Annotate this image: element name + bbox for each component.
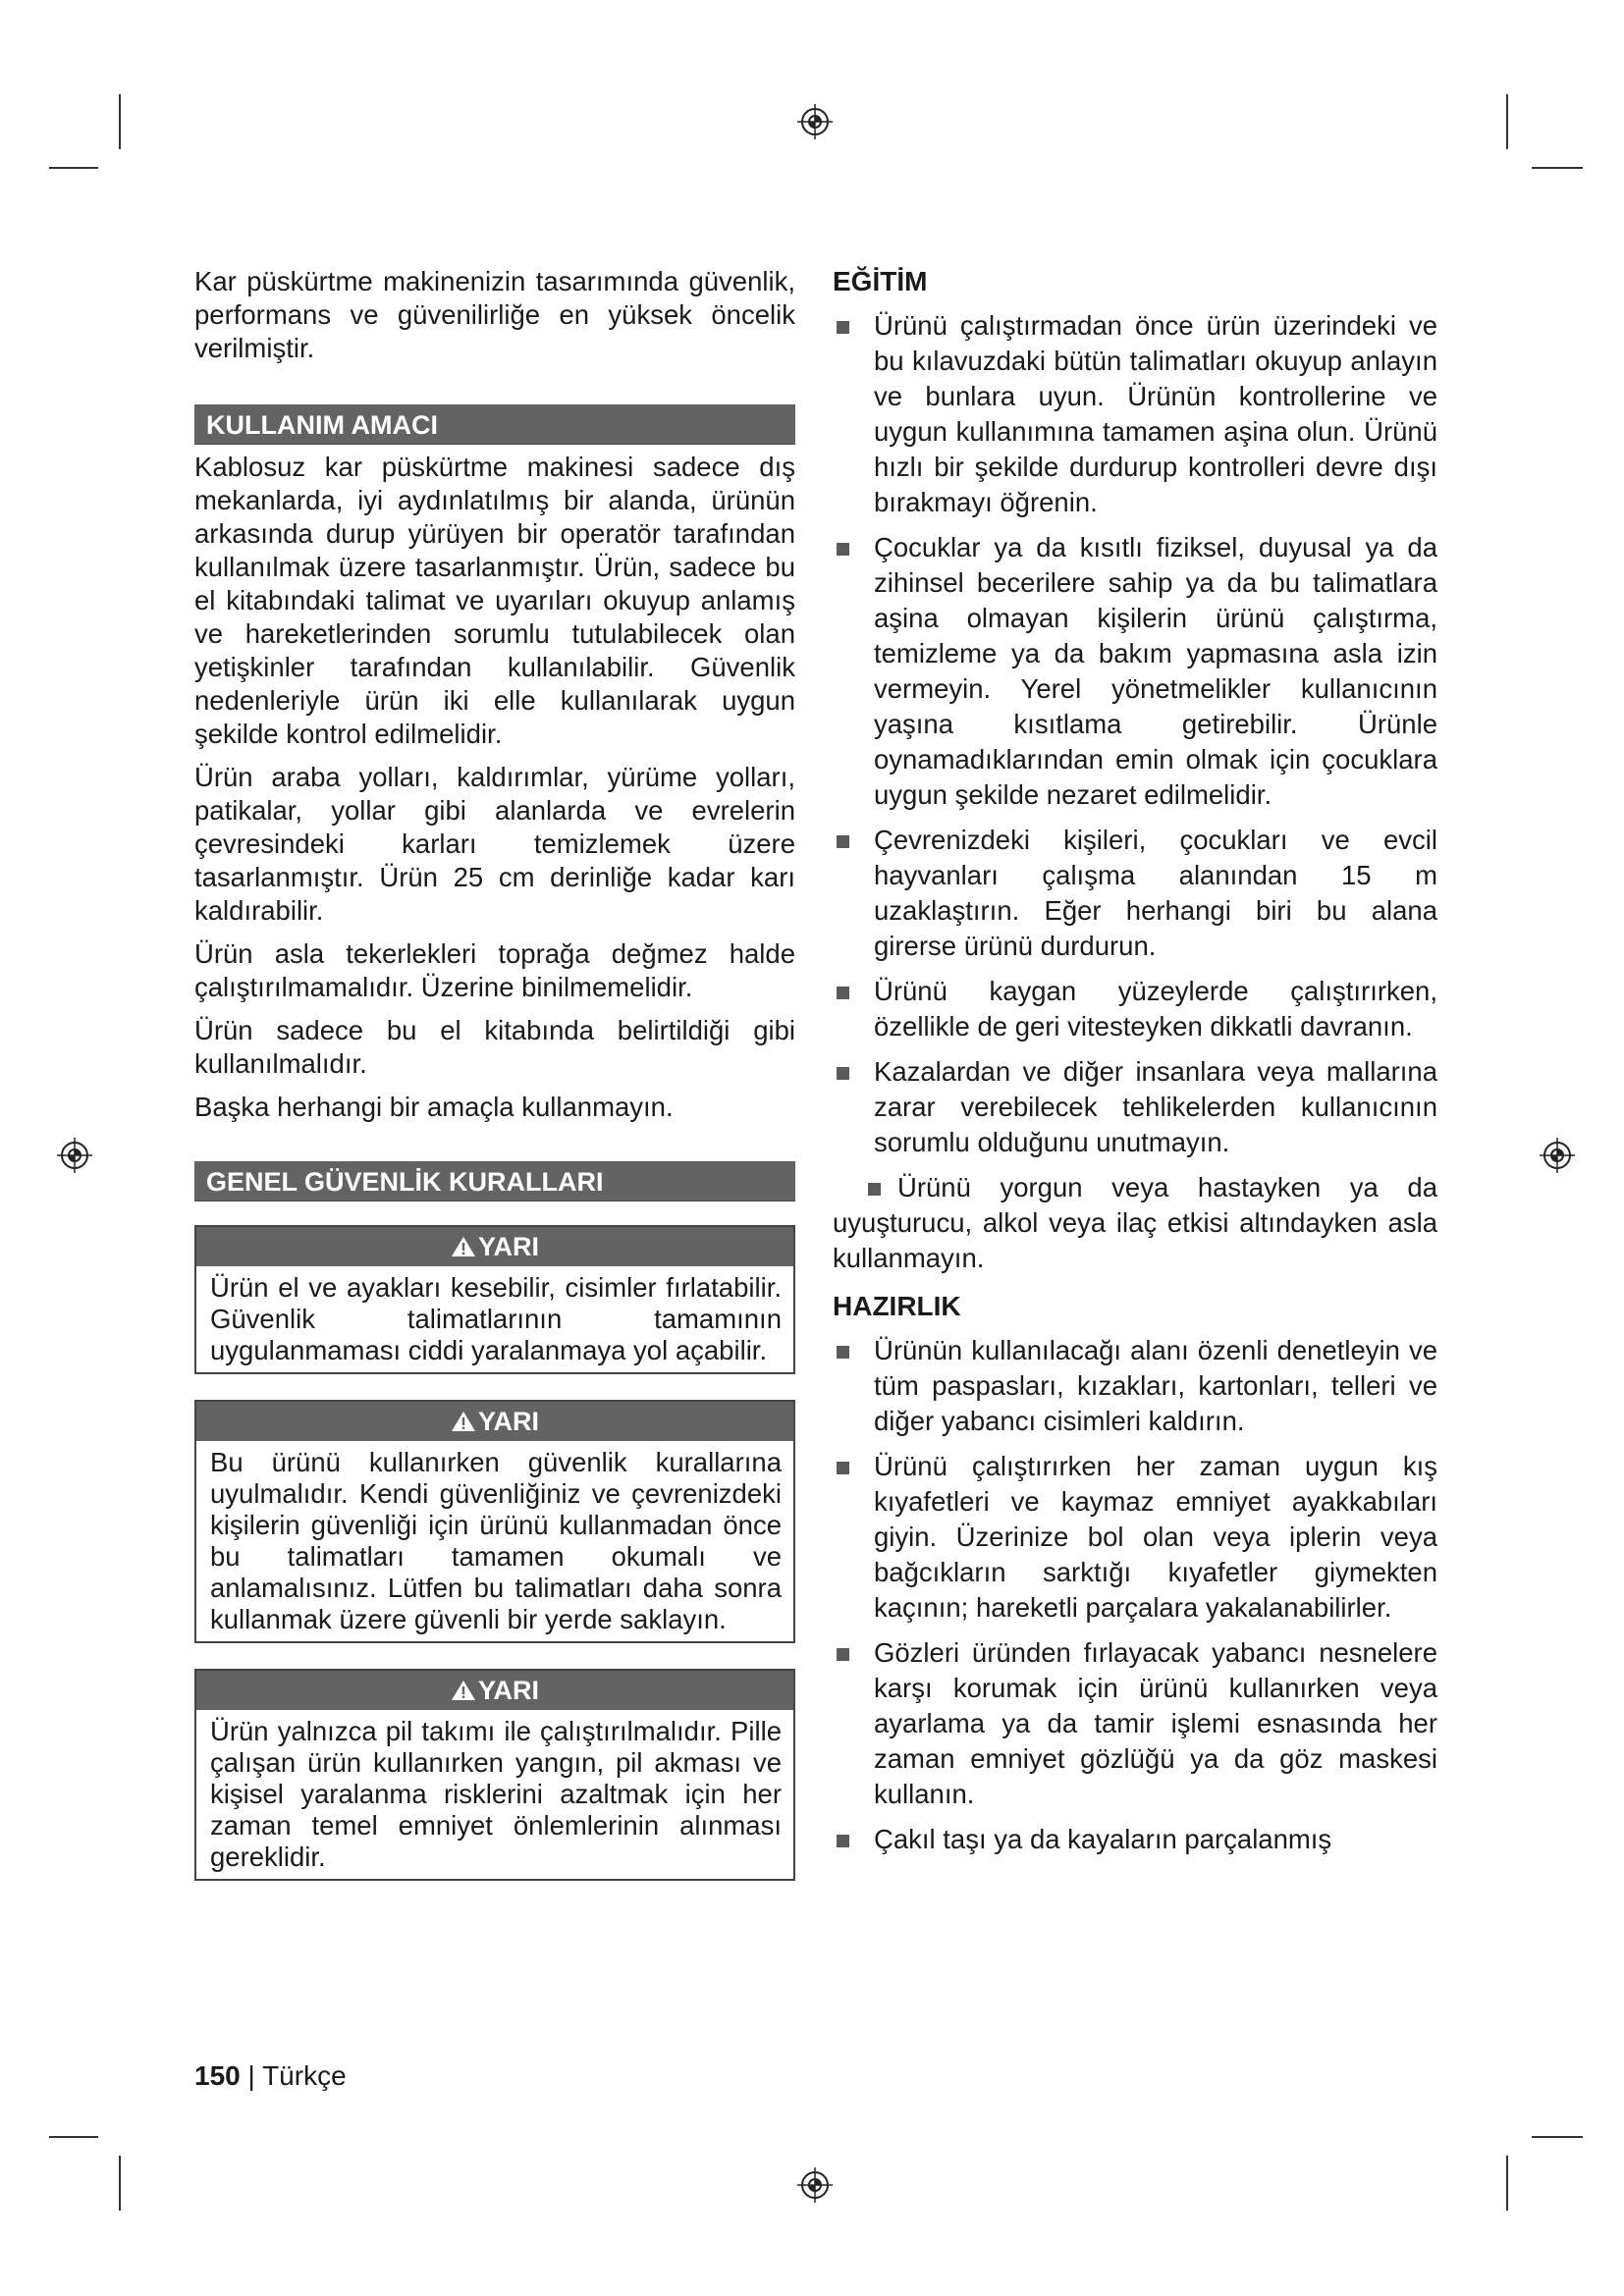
warning-box: [194, 1400, 795, 1643]
warning-label: YARI: [477, 1407, 540, 1436]
list-item: Kazalardan ve diğer insanlara veya mallarına zarar verebilecek tehlikelerden kullanıcının sorumlu olduğunu unutmayın.: [833, 1054, 1437, 1160]
crop-mark-bottom-right-vertical: [1506, 2156, 1508, 2211]
square-bullet: [837, 1462, 849, 1474]
square-bullet: [837, 1648, 849, 1661]
crop-mark-bottom-left-vertical: [119, 2156, 121, 2211]
list-item: Ürünü çalıştırırken her zaman uygun kış kıyafetleri ve kaymaz emniyet ayakkabıları giyin. Üzerinize bol olan veya iplerin veya bağcıkların sarktığı kıyafetler giymekten kaçının; hareketli parçalara yakalanabilirler.: [833, 1449, 1437, 1626]
footer-language: Türkçe: [262, 2060, 347, 2091]
warning-text: Ürün yalnızca pil takımı ile çalıştırılmalıdır. Pille çalışan ürün kullanırken yangın, pil akması ve kişisel yaralanma risklerini azaltmak için her zaman temel emniyet önlemlerinin alınması gereklidir.: [210, 1716, 782, 1872]
square-bullet: [837, 321, 849, 334]
warning-triangle-icon: [451, 1680, 476, 1701]
square-bullet: [837, 1346, 849, 1359]
warning-triangle-icon: [451, 1236, 476, 1257]
list-item: Çevrenizdeki kişileri, çocukları ve evcil hayvanları çalışma alanından 15 m uzaklaştırın. Eğer herhangi biri bu alana girerse ürünü durdurun.: [833, 823, 1437, 964]
training-section-title: EĞİTİM: [833, 266, 928, 296]
warning-label: YARI: [477, 1676, 540, 1705]
crop-mark-bottom-left-horizontal: [49, 2136, 98, 2138]
warning-header: [196, 1227, 793, 1266]
crosshair-circle-icon: [1538, 1136, 1577, 1175]
warning-label: YARI: [477, 1232, 540, 1261]
list-item: Çocuklar ya da kısıtlı fiziksel, duyusal ya da zihinsel becerilere sahip ya da bu talimatlara aşina olmayan kişilerin ürünü çalıştırma, temizleme ya da bakım yapmasına asla izin vermeyin. Yerel yönetmelikler kullanıcının yaşına kısıtlama getirebilir. Ürünle oynamadıklarından emin olmak için çocuklara uygun şekilde nezaret edilmelidir.: [833, 530, 1437, 813]
general-safety-section-title: GENEL GÜVENLİK KURALLARI: [194, 1161, 795, 1201]
usage-section-title: KULLANIM AMACI: [194, 404, 795, 445]
preparation-list: [833, 1333, 1437, 1857]
crosshair-circle-icon: [55, 1136, 94, 1175]
list-item: Ürünü kaygan yüzeylerde çalıştırırken, özellikle de geri vitesteyken dikkatli davranın.: [833, 974, 1437, 1044]
list-item: Gözleri üründen fırlayacak yabancı nesnelere karşı korumak için ürünü kullanırken veya ayarlama ya da tamir işlemi esnasında her zaman emniyet gözlüğü ya da göz maskesi kullanın.: [833, 1635, 1437, 1812]
left-column: [194, 265, 795, 1906]
list-item: Ürünü çalıştırmadan önce ürün üzerindeki ve bu kılavuzdaki bütün talimatları okuyup anlayın ve bunlara uyun. Ürünün kontrollerine ve uygun kullanımına tamamen aşina olun. Ürünü hızlı bir şekilde durdurup kontrolleri devre dışı bırakmayı öğrenin.: [833, 308, 1437, 520]
warning-triangle-icon: [451, 1411, 476, 1432]
training-list: [833, 308, 1437, 1276]
preparation-section-title: HAZIRLIK: [833, 1291, 961, 1321]
usage-paragraph: Kablosuz kar püskürtme makinesi sadece dış mekanlarda, iyi aydınlatılmış bir alanda, ürünün arkasında durup yürüyen bir operatör tarafından kullanılmak üzere tasarlanmıştır. Ürün, sadece bu el kitabındaki talimat ve uyarıları okuyup anlamış ve hareketlerinden sorumlu tutulabilecek olan yetişkinler tarafından kullanılabilir. Güvenlik nedenleriyle ürün iki elle kullanılarak uygun şekilde kontrol edilmelidir.: [194, 452, 795, 749]
footer-separator: |: [247, 2060, 255, 2091]
square-bullet: [837, 1835, 849, 1847]
square-bullet: [837, 835, 849, 848]
page-number: 150: [194, 2060, 241, 2091]
list-item: Ürünün kullanılacağı alanı özenli denetleyin ve tüm paspasları, kızakları, kartonları, telleri ve diğer yabancı cisimleri kaldırın.: [833, 1333, 1437, 1439]
square-bullet: [837, 1067, 849, 1080]
warning-header: [196, 1671, 793, 1710]
usage-paragraph: Başka herhangi bir amaçla kullanmayın.: [194, 1092, 674, 1122]
intro-paragraph: Kar püskürtme makinenizin tasarımında güvenlik, performans ve güvenilirliğe en yüksek öncelik verilmiştir.: [194, 266, 795, 363]
crosshair-circle-icon: [795, 102, 835, 141]
crop-mark-top-left-vertical: [119, 94, 121, 149]
warning-box: [194, 1225, 795, 1374]
square-bullet: [868, 1183, 881, 1196]
crop-mark-top-left-horizontal: [49, 167, 98, 169]
square-bullet: [837, 543, 849, 556]
list-item: Çakıl taşı ya da kayaların parçalanmış: [833, 1822, 1437, 1857]
crop-mark-top-right-horizontal: [1532, 167, 1583, 169]
crop-mark-top-right-vertical: [1506, 94, 1508, 149]
warning-box: [194, 1669, 795, 1881]
warning-header: [196, 1402, 793, 1441]
list-item: Ürünü yorgun veya hastayken ya da uyuşturucu, alkol veya ilaç etkisi altındayken asla kullanmayın.: [833, 1172, 1437, 1273]
square-bullet: [837, 987, 849, 999]
crop-mark-bottom-right-horizontal: [1532, 2136, 1583, 2138]
page-footer: [194, 2059, 347, 2093]
usage-paragraph: Ürün asla tekerlekleri toprağa değmez halde çalıştırılmamalıdır. Üzerine binilmemelidir.: [194, 938, 795, 1002]
warning-text: Ürün el ve ayakları kesebilir, cisimler fırlatabilir. Güvenlik talimatlarının tamamının uygulanmaması ciddi yaralanmaya yol açabilir.: [210, 1272, 782, 1365]
crosshair-circle-icon: [795, 2165, 835, 2205]
usage-paragraph: Ürün sadece bu el kitabında belirtildiği gibi kullanılmalıdır.: [194, 1015, 795, 1079]
right-column: [833, 265, 1437, 1871]
usage-paragraph: Ürün araba yolları, kaldırımlar, yürüme yolları, patikalar, yollar gibi alanlarda ve evrelerin çevresindeki karları temizlemek üzere tasarlanmıştır. Ürün 25 cm derinliğe kadar karı kaldırabilir.: [194, 762, 795, 926]
warning-text: Bu ürünü kullanırken güvenlik kurallarına uyulmalıdır. Kendi güvenliğiniz ve çevrenizdeki kişilerin güvenliği için ürünü kullanmadan önce bu talimatları tamamen okumalı ve anlamalısınız. Lütfen bu talimatları daha sonra kullanmak üzere güvenli bir yerde saklayın.: [210, 1447, 782, 1634]
